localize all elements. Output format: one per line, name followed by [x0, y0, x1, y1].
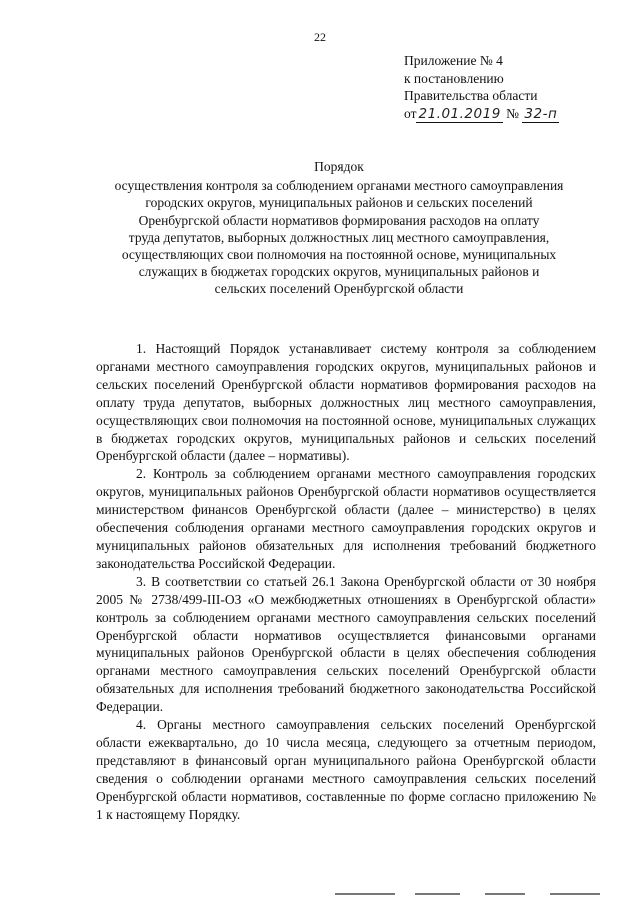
title-line: Оренбургской области нормативов формирования расходов на оплату: [138, 212, 540, 228]
title-line: осуществления контроля за соблюдением органами местного самоуправления: [114, 178, 564, 194]
title-heading: Порядок: [314, 159, 364, 174]
appendix-header: [404, 52, 559, 123]
title-line: сельских поселений Оренбургской области: [214, 281, 464, 297]
page-number: 22: [314, 30, 326, 44]
handwritten-number: 32-п: [524, 105, 558, 122]
handwritten-date: 21.01.2019: [418, 105, 501, 122]
number-prefix: №: [506, 105, 520, 121]
appendix-line-1: Приложение № 4: [404, 53, 503, 68]
title-line: осуществляющих свои полномочия на постоянной основе, муниципальных: [121, 247, 557, 263]
paragraph-1: 1. Настоящий Порядок устанавливает систему контроля за соблюдением органами местного самоуправления городских округов, муниципальных районов и сельских поселений Оренбургской области нормативов формирования расходов на оплату труда депутатов, выборных должностных лиц местного самоуправления, осуществляющих свои полномочия на постоянной основе, муниципальных служащих в бюджетах городских округов, муниципальных районов и сельских поселений Оренбургской области (далее – нормативы).: [96, 341, 596, 464]
date-prefix: от: [404, 105, 417, 121]
title-line: городских округов, муниципальных районов и сельских поселений: [145, 195, 533, 211]
document-body: [96, 340, 596, 823]
title-line: служащих в бюджетах городских округов, муниципальных районов и: [138, 264, 540, 280]
scan-artifact-marks: [335, 893, 605, 899]
paragraph-3: 3. В соответствии со статьей 26.1 Закона Оренбургской области от 30 ноября 2005 № 2738/499-III-ОЗ «О межбюджетных отношениях в Оренбургской области» контроль за соблюдением органами местного самоуправления сельских поселений Оренбургской области нормативов осуществляется финансовыми органами муниципальных районов Оренбургской области в целях обеспечения соблюдения органами местного самоуправления сельских поселений Оренбургской области обязательных для исполнения требований бюджетного законодательства Российской Федерации.: [96, 573, 596, 715]
paragraph-4: 4. Органы местного самоуправления сельских поселений Оренбургской области ежеквартально, до 10 числа месяца, следующего за отчетным периодом, представляют в финансовый орган муниципального района Оренбургской области сведения о соблюдении органами местного самоуправления сельских поселений Оренбургской области нормативов, составленные по форме согласно приложению № 1 к настоящему Порядку.: [96, 717, 596, 822]
appendix-line-2: к постановлению: [404, 70, 504, 86]
appendix-line-3: Правительства области: [404, 88, 538, 103]
title-line: труда депутатов, выборных должностных лиц местного самоуправления,: [128, 229, 550, 245]
document-title: [80, 158, 598, 298]
appendix-date-line: [404, 105, 559, 124]
paragraph-2: 2. Контроль за соблюдением органами местного самоуправления городских округов, муниципальных районов Оренбургской области нормативов осуществляется министерством финансов Оренбургской области (далее – министерство) в целях обеспечения соблюдения органами местного самоуправления городских округов и муниципальных районов обязательных для исполнения требований бюджетного законодательства Российской Федерации.: [96, 466, 596, 571]
